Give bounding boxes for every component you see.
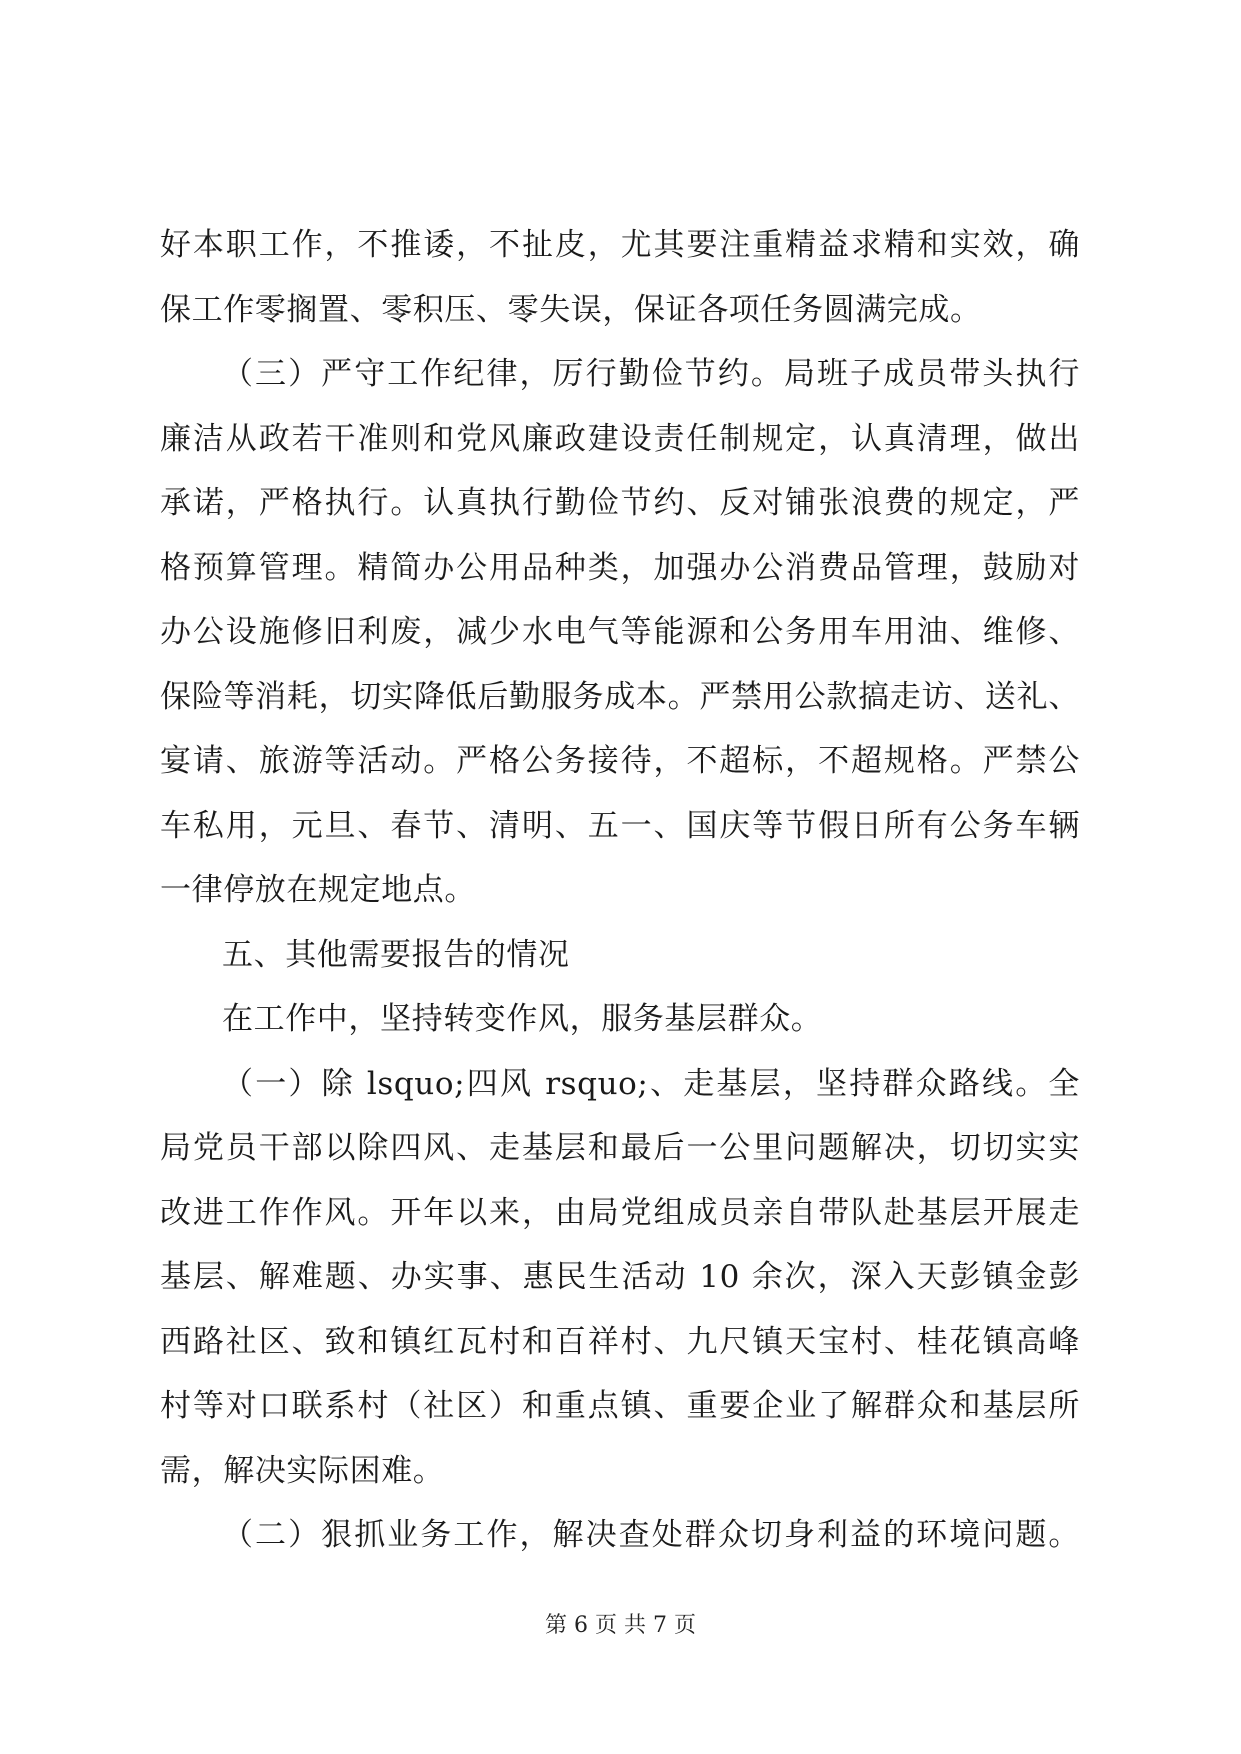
text-line: 改进工作作风。开年以来，由局党组成员亲自带队赴基层开展走 [160, 1194, 1080, 1231]
text-line: （一）除 lsquo;四风 rsquo;、走基层，坚持群众路线。全 [222, 1065, 1080, 1102]
text-line: （二）狠抓业务工作，解决查处群众切身利益的环境问题。 [222, 1517, 1080, 1553]
text-line: 廉洁从政若干准则和党风廉政建设责任制规定，认真清理，做出 [160, 420, 1080, 457]
text-line: 格预算管理。精简办公用品种类，加强办公消费品管理，鼓励对 [160, 549, 1080, 586]
text-line: 车私用，元旦、春节、清明、五一、国庆等节假日所有公务车辆 [160, 807, 1080, 844]
text-line: 局党员干部以除四风、走基层和最后一公里问题解决，切切实实 [160, 1130, 1080, 1166]
text-line: 西路社区、致和镇红瓦村和百祥村、九尺镇天宝村、桂花镇高峰 [160, 1323, 1080, 1360]
text-line: 好本职工作，不推诿，不扯皮，尤其要注重精益求精和实效，确 [160, 227, 1080, 263]
text-line: 办公设施修旧利废，减少水电气等能源和公务用车用油、维修、 [160, 614, 1080, 650]
text-line: （三）严守工作纪律，厉行勤俭节约。局班子成员带头执行 [222, 356, 1080, 392]
text-line: 承诺，严格执行。认真执行勤俭节约、反对铺张浪费的规定，严 [160, 485, 1080, 521]
page-number-footer: 第 6 页 共 7 页 [545, 1613, 696, 1638]
text-line: 保工作零搁置、零积压、零失误，保证各项任务圆满完成。 [160, 291, 982, 328]
text-line: 五、其他需要报告的情况 [222, 936, 570, 973]
text-line: 在工作中，坚持转变作风，服务基层群众。 [222, 1001, 823, 1037]
text-line: 基层、解难题、办实事、惠民生活动 10 余次，深入天彭镇金彭 [160, 1259, 1080, 1295]
text-line: 宴请、旅游等活动。严格公务接待，不超标，不超规格。严禁公 [160, 743, 1080, 779]
text-line: 需，解决实际困难。 [160, 1452, 445, 1489]
text-line: 村等对口联系村（社区）和重点镇、重要企业了解群众和基层所 [160, 1388, 1080, 1424]
text-line: 保险等消耗，切实降低后勤服务成本。严禁用公款搞走访、送礼、 [160, 678, 1080, 715]
document-body [160, 228, 1080, 1583]
text-line: 一律停放在规定地点。 [160, 872, 476, 908]
